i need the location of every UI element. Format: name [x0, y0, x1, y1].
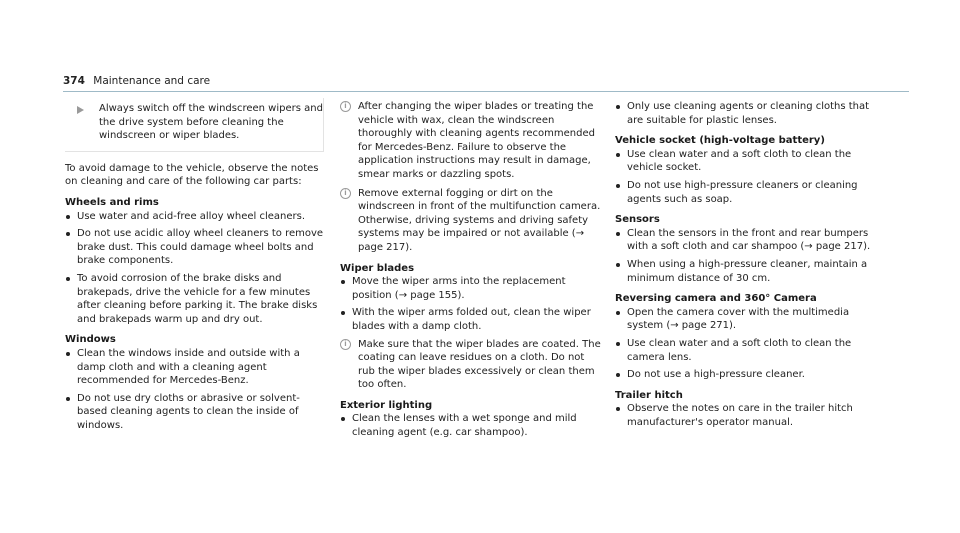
- bullet-icon: [616, 153, 620, 157]
- list-item: [615, 337, 877, 364]
- info-note: [340, 187, 602, 255]
- list-item: [615, 402, 877, 429]
- intro-paragraph: To avoid damage to the vehicle, observe the notes on cleaning and care of the following car parts:: [65, 162, 319, 188]
- list-item: [615, 227, 877, 254]
- bullet-icon: [66, 215, 70, 219]
- bullet-icon: [616, 105, 620, 109]
- column-1: [65, 100, 327, 436]
- list-wiper-blades: [340, 275, 602, 333]
- heading-wiper-blades: Wiper blades: [340, 262, 415, 274]
- list-wheels: [65, 210, 327, 327]
- bullet-icon: [616, 311, 620, 315]
- section-title: Maintenance and care: [93, 75, 211, 87]
- bullet-icon: [616, 342, 620, 346]
- list-item-text: Do not use dry cloths or abrasive or solvent-based cleaning agents to clean the inside of windows.: [77, 392, 300, 431]
- list-item-text: When using a high-pressure cleaner, maintain a minimum distance of 30 cm.: [627, 258, 868, 284]
- list-item: [615, 368, 877, 382]
- heading-vehicle-socket: Vehicle socket (high-voltage battery): [615, 135, 825, 147]
- list-item-text: With the wiper arms folded out, clean the wiper blades with a damp cloth.: [352, 307, 591, 332]
- list-item-text: Clean the lenses with a wet sponge and mild cleaning agent (e.g. car shampoo).: [352, 413, 577, 439]
- list-lighting-continued: [615, 100, 877, 127]
- column-3: [615, 100, 877, 433]
- list-item: [615, 258, 877, 285]
- list-item: [65, 392, 327, 433]
- info-icon: [340, 188, 351, 199]
- bullet-icon: [66, 352, 70, 356]
- list-item: [340, 275, 602, 302]
- list-item-text: Only use cleaning agents or cleaning cloths that are suitable for plastic lenses.: [627, 101, 870, 126]
- heading-reversing-camera: Reversing camera and 360° Camera: [615, 293, 817, 305]
- bullet-icon: [66, 232, 70, 236]
- list-item-text: Use clean water and a soft cloth to clean the vehicle socket.: [627, 148, 852, 174]
- list-item-text: Move the wiper arms into the replacement position (→ page 155).: [352, 276, 566, 301]
- list-reversing-camera: [615, 306, 877, 382]
- heading-sensors: Sensors: [615, 214, 660, 226]
- header-divider: [63, 91, 909, 92]
- heading-trailer-hitch: Trailer hitch: [615, 389, 683, 401]
- bullet-icon: [616, 407, 620, 411]
- info-icon: [340, 339, 351, 350]
- bullet-icon: [341, 280, 345, 284]
- list-item-text: Clean the sensors in the front and rear bumpers with a soft cloth and car shampoo (→ page 217).: [627, 227, 871, 253]
- list-item: [340, 306, 602, 333]
- list-item: [615, 306, 877, 333]
- bullet-icon: [341, 417, 345, 421]
- list-item-text: To avoid corrosion of the brake disks and brakepads, drive the vehicle for a few minutes after cleaning before parking it. The brake disks and brakepads warm up and dry out.: [77, 272, 318, 325]
- list-item: [615, 148, 877, 175]
- list-item: [65, 210, 327, 224]
- list-exterior-lighting: [340, 412, 602, 439]
- list-windows: [65, 347, 327, 433]
- list-sensors: [615, 227, 877, 285]
- page-number: 374: [63, 75, 85, 87]
- note-text: Remove external fogging or dirt on the windscreen in front of the multifunction camera. Otherwise, driving systems and driving safety systems may be impaired or not available (→ page 217).: [358, 187, 601, 253]
- list-vehicle-socket: [615, 148, 877, 206]
- bullet-icon: [616, 263, 620, 267]
- list-item-text: Clean the windows inside and outside with a damp cloth and with a cleaning agent recommended for Mercedes-Benz.: [77, 347, 300, 387]
- bullet-icon: [66, 277, 70, 281]
- list-item-text: Observe the notes on care in the trailer hitch manufacturer's operator manual.: [627, 403, 853, 428]
- list-item-text: Do not use a high-pressure cleaner.: [627, 369, 805, 381]
- bullet-icon: [616, 184, 620, 188]
- list-item-text: Use clean water and a soft cloth to clean the camera lens.: [627, 337, 852, 363]
- bullet-icon: [616, 373, 620, 377]
- page-header: [63, 74, 909, 88]
- warning-callout: [65, 98, 324, 152]
- heading-exterior-lighting: Exterior lighting: [340, 399, 433, 411]
- play-arrow-icon: [77, 106, 84, 114]
- list-item-text: Do not use acidic alloy wheel cleaners to remove brake dust. This could damage wheel bolts and brake components.: [77, 228, 324, 267]
- list-item: [65, 347, 327, 388]
- info-note: [340, 100, 602, 182]
- list-item-text: Open the camera cover with the multimedia system (→ page 271).: [627, 306, 850, 332]
- callout-text: Always switch off the windscreen wipers and the drive system before cleaning the windscreen or wiper blades.: [99, 103, 323, 142]
- list-item: [615, 179, 877, 206]
- bullet-icon: [341, 311, 345, 315]
- note-text: After changing the wiper blades or treating the vehicle with wax, clean the windscreen thoroughly with cleaning agents recommended for Mercedes-Benz. Failure to observe the application instructions may result in damage, smear marks or dazzling spots.: [358, 101, 595, 180]
- bullet-icon: [66, 397, 70, 401]
- column-2: [340, 100, 602, 444]
- list-item: [65, 227, 327, 268]
- list-item: [615, 100, 877, 127]
- bullet-icon: [616, 232, 620, 236]
- list-item-text: Do not use high-pressure cleaners or cleaning agents such as soap.: [627, 179, 858, 205]
- heading-windows: Windows: [65, 334, 116, 346]
- list-item: [340, 412, 602, 439]
- info-note: [340, 338, 602, 392]
- list-item-text: Use water and acid-free alloy wheel cleaners.: [77, 210, 306, 222]
- list-trailer-hitch: [615, 402, 877, 429]
- list-item: [65, 272, 327, 326]
- info-icon: [340, 101, 351, 112]
- heading-wheels: Wheels and rims: [65, 196, 159, 208]
- note-text: Make sure that the wiper blades are coated. The coating can leave residues on a cloth. Do not rub the wiper blades excessively or clean them too often.: [358, 338, 601, 391]
